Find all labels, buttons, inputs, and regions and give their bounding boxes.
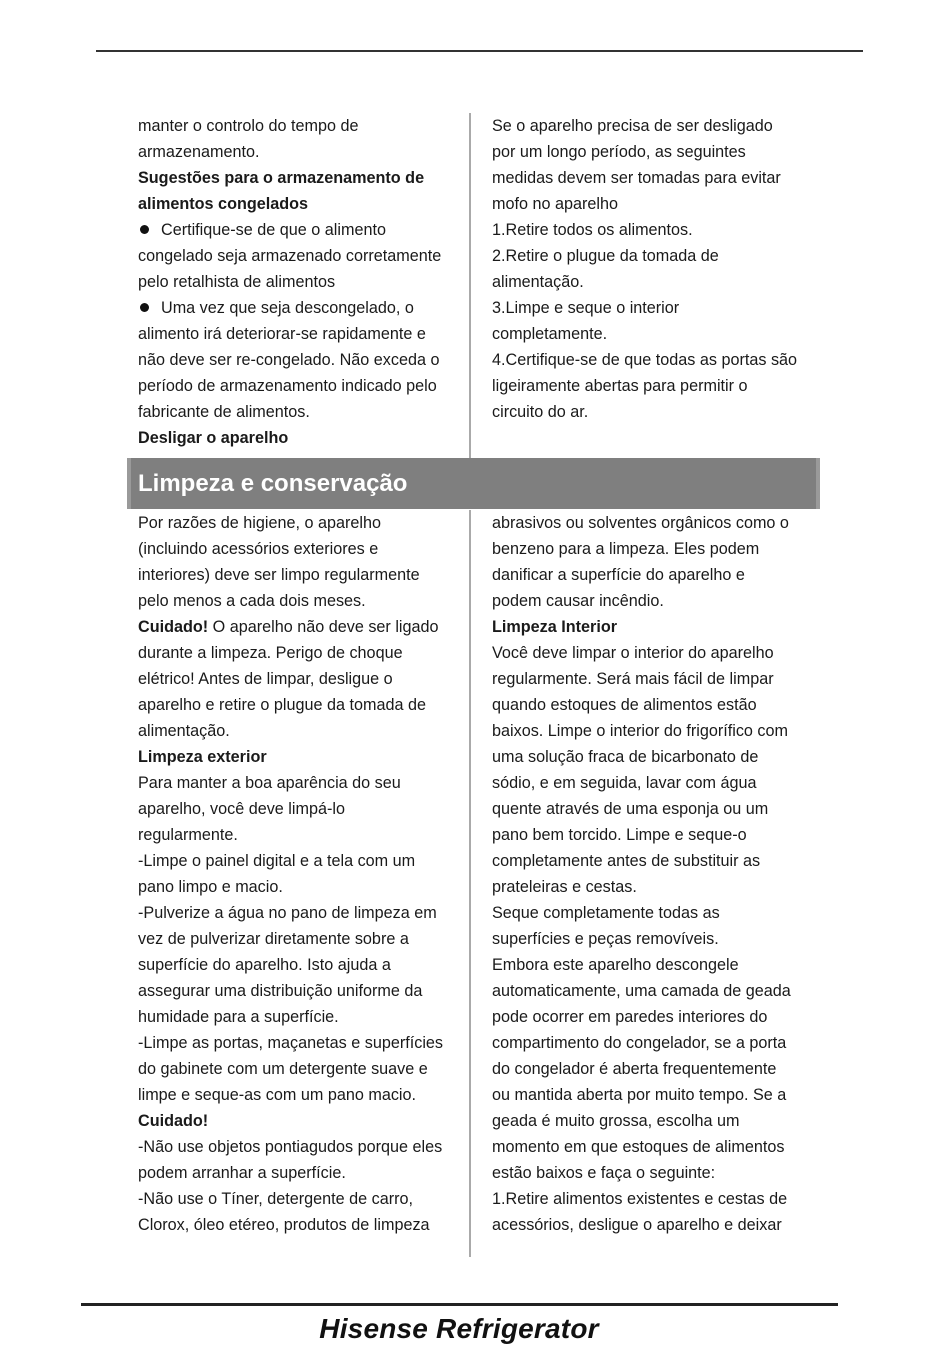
- text-line: [138, 1108, 468, 1134]
- line-text: medidas devem ser tomadas para evitar: [492, 169, 781, 187]
- text-line: [492, 347, 822, 373]
- text-line: [492, 217, 822, 243]
- bottom-right-column: [492, 510, 822, 1238]
- text-line: [492, 1082, 822, 1108]
- line-text: Seque completamente todas as: [492, 904, 720, 922]
- text-line: [492, 848, 822, 874]
- line-text: mofo no aparelho: [492, 195, 618, 213]
- text-line: [138, 425, 468, 451]
- text-line: [138, 796, 468, 822]
- header-rule: [96, 50, 863, 52]
- line-text: por um longo período, as seguintes: [492, 143, 746, 161]
- line-text: podem causar incêndio.: [492, 592, 664, 610]
- section-heading-bar: [127, 458, 820, 509]
- line-text: Limpeza exterior: [138, 748, 267, 766]
- bullet-icon: [140, 225, 149, 234]
- line-text: 3.Limpe e seque o interior: [492, 299, 680, 317]
- text-line: [492, 113, 822, 139]
- text-line: [138, 822, 468, 848]
- text-line: [492, 1030, 822, 1056]
- text-line: [492, 692, 822, 718]
- text-line: [492, 1186, 822, 1212]
- text-line: [492, 373, 822, 399]
- text-line: [492, 666, 822, 692]
- line-text: -Não use objetos pontiagudos porque eles: [138, 1138, 443, 1156]
- line-text: Se o aparelho precisa de ser desligado: [492, 117, 773, 135]
- text-line: [138, 692, 468, 718]
- text-line: [492, 900, 822, 926]
- text-line: [492, 1134, 822, 1160]
- line-text: do gabinete com um detergente suave e: [138, 1060, 428, 1078]
- text-line: [138, 770, 468, 796]
- line-text: superfície do aparelho. Isto ajuda a: [138, 956, 391, 974]
- line-text: vez de pulverizar diretamente sobre a: [138, 930, 409, 948]
- line-text: Você deve limpar o interior do aparelho: [492, 644, 774, 662]
- text-line: [492, 796, 822, 822]
- line-text: congelado seja armazenado corretamente: [138, 247, 442, 265]
- text-line: [492, 191, 822, 217]
- line-text: pode ocorrer em paredes interiores do: [492, 1008, 768, 1026]
- line-text: podem arranhar a superfície.: [138, 1164, 346, 1182]
- line-text: Por razões de higiene, o aparelho: [138, 514, 381, 532]
- section-heading: Limpeza e conservação: [138, 470, 408, 497]
- text-line: [492, 978, 822, 1004]
- text-line: [138, 744, 468, 770]
- text-line: [492, 770, 822, 796]
- line-text: Desligar o aparelho: [138, 429, 289, 447]
- text-line: [138, 139, 468, 165]
- text-line: [138, 373, 468, 399]
- line-text: pano bem torcido. Limpe e seque-o: [492, 826, 747, 844]
- text-line: [138, 1056, 468, 1082]
- text-line: [138, 536, 468, 562]
- line-text: fabricante de alimentos.: [138, 403, 310, 421]
- text-line: [492, 243, 822, 269]
- line-text: geada é muito grossa, escolha um: [492, 1112, 740, 1130]
- top-column-divider: [469, 113, 471, 458]
- line-text: 2.Retire o plugue da tomada de: [492, 247, 719, 265]
- line-text: armazenamento.: [138, 143, 260, 161]
- line-text: quente através de uma esponja ou um: [492, 800, 769, 818]
- text-line: [138, 952, 468, 978]
- line-text: compartimento do congelador, se a porta: [492, 1034, 787, 1052]
- text-line: [492, 321, 822, 347]
- text-line: [492, 399, 822, 425]
- text-line: [138, 1160, 468, 1186]
- line-text: alimentos congelados: [138, 195, 309, 213]
- line-text: pano limpo e macio.: [138, 878, 283, 896]
- text-line: [138, 978, 468, 1004]
- text-line: [138, 1082, 468, 1108]
- text-line: [492, 926, 822, 952]
- text-line: [492, 822, 822, 848]
- text-line: [138, 165, 468, 191]
- text-line: [492, 718, 822, 744]
- line-text: alimento irá deteriorar-se rapidamente e: [138, 325, 426, 343]
- line-text: ou mantida aberta por muito tempo. Se a: [492, 1086, 787, 1104]
- footer-brand: Hisense Refrigerator: [319, 1313, 599, 1344]
- line-text: 4.Certifique-se de que todas as portas são: [492, 351, 798, 369]
- line-text: alimentação.: [138, 722, 230, 740]
- line-text: limpe e seque-as com um pano macio.: [138, 1086, 417, 1104]
- text-line: [138, 640, 468, 666]
- text-line: [138, 1212, 468, 1238]
- text-line: [492, 295, 822, 321]
- line-text: humidade para a superfície.: [138, 1008, 339, 1026]
- text-line: [492, 536, 822, 562]
- line-text: completamente antes de substituir as: [492, 852, 761, 870]
- text-line: [138, 191, 468, 217]
- line-text: abrasivos ou solventes orgânicos como o: [492, 514, 789, 532]
- text-line: [138, 666, 468, 692]
- text-line: [492, 510, 822, 536]
- line-text: regularmente.: [138, 826, 238, 844]
- text-line: [492, 562, 822, 588]
- heading-bar-right-edge: [816, 458, 820, 509]
- line-text: Uma vez que seja descongelado, o: [161, 299, 414, 317]
- text-line: [138, 243, 468, 269]
- text-line: [492, 165, 822, 191]
- line-text: O aparelho não deve ser ligado: [208, 618, 439, 636]
- footer-rule: [81, 1303, 838, 1306]
- line-text: Para manter a boa aparência do seu: [138, 774, 401, 792]
- bottom-left-column: [138, 510, 468, 1238]
- text-line: [138, 1030, 468, 1056]
- line-text: assegurar uma distribuição uniforme da: [138, 982, 423, 1000]
- top-right-column: [492, 113, 822, 425]
- text-line: [492, 640, 822, 666]
- text-line: [492, 744, 822, 770]
- line-text: aparelho e retire o plugue da tomada de: [138, 696, 426, 714]
- line-text: automaticamente, uma camada de geada: [492, 982, 791, 1000]
- line-text: regularmente. Será mais fácil de limpar: [492, 670, 774, 688]
- line-text: Limpeza Interior: [492, 618, 618, 636]
- line-text: prateleiras e cestas.: [492, 878, 637, 896]
- text-line: [138, 113, 468, 139]
- line-text: superfícies e peças removíveis.: [492, 930, 719, 948]
- line-text: Certifique-se de que o alimento: [161, 221, 386, 239]
- text-line: [492, 139, 822, 165]
- text-line: [138, 874, 468, 900]
- warning-lead: Cuidado!: [138, 618, 209, 636]
- top-left-column: [138, 113, 468, 451]
- line-text: -Limpe o painel digital e a tela com um: [138, 852, 416, 870]
- line-text: pelo menos a cada dois meses.: [138, 592, 366, 610]
- line-text: -Não use o Tíner, detergente de carro,: [138, 1190, 414, 1208]
- bullet-icon: [140, 303, 149, 312]
- text-line: [138, 718, 468, 744]
- line-text: interiores) deve ser limpo regularmente: [138, 566, 420, 584]
- line-text: -Limpe as portas, maçanetas e superfícies: [138, 1034, 444, 1052]
- line-text: danificar a superfície do aparelho e: [492, 566, 745, 584]
- line-text: ligeiramente abertas para permitir o: [492, 377, 748, 395]
- text-line: [492, 952, 822, 978]
- text-line: [138, 848, 468, 874]
- text-line: [138, 295, 468, 321]
- text-line: [492, 1056, 822, 1082]
- line-text: aparelho, você deve limpá-lo: [138, 800, 345, 818]
- line-text: sódio, e em seguida, lavar com água: [492, 774, 757, 792]
- line-text: período de armazenamento indicado pelo: [138, 377, 437, 395]
- text-line: [138, 269, 468, 295]
- text-line: [138, 900, 468, 926]
- line-text: baixos. Limpe o interior do frigorífico com: [492, 722, 788, 740]
- text-line: [138, 1004, 468, 1030]
- line-text: 1.Retire alimentos existentes e cestas de: [492, 1190, 788, 1208]
- line-text: do congelador é aberta frequentemente: [492, 1060, 777, 1078]
- text-line: [492, 1160, 822, 1186]
- line-text: não deve ser re-congelado. Não exceda o: [138, 351, 440, 369]
- text-line: [138, 1134, 468, 1160]
- text-line: [492, 1004, 822, 1030]
- bottom-column-divider: [469, 510, 471, 1257]
- line-text: benzeno para a limpeza. Eles podem: [492, 540, 760, 558]
- line-text: pelo retalhista de alimentos: [138, 273, 336, 291]
- text-line: [138, 510, 468, 536]
- line-text: Sugestões para o armazenamento de: [138, 169, 425, 187]
- line-text: Cuidado!: [138, 1112, 209, 1130]
- line-text: momento em que estoques de alimentos: [492, 1138, 785, 1156]
- line-text: durante a limpeza. Perigo de choque: [138, 644, 403, 662]
- line-text: estão baixos e faça o seguinte:: [492, 1164, 716, 1182]
- line-text: manter o controlo do tempo de: [138, 117, 359, 135]
- line-text: Embora este aparelho descongele: [492, 956, 739, 974]
- text-line: [138, 321, 468, 347]
- line-text: 1.Retire todos os alimentos.: [492, 221, 693, 239]
- text-line: [138, 926, 468, 952]
- heading-bar-left-edge: [127, 458, 131, 509]
- text-line: [138, 347, 468, 373]
- text-line: [138, 399, 468, 425]
- text-line: [492, 1212, 822, 1238]
- line-text: quando estoques de alimentos estão: [492, 696, 757, 714]
- text-line: [492, 874, 822, 900]
- text-line: [138, 1186, 468, 1212]
- text-line: [138, 614, 468, 640]
- line-text: Clorox, óleo etéreo, produtos de limpeza: [138, 1216, 430, 1234]
- text-line: [492, 614, 822, 640]
- line-text: circuito do ar.: [492, 403, 589, 421]
- text-line: [138, 562, 468, 588]
- line-text: -Pulverize a água no pano de limpeza em: [138, 904, 437, 922]
- text-line: [138, 217, 468, 243]
- line-text: acessórios, desligue o aparelho e deixar: [492, 1216, 782, 1234]
- text-line: [138, 588, 468, 614]
- text-line: [492, 269, 822, 295]
- text-line: [492, 1108, 822, 1134]
- line-text: uma solução fraca de bicarbonato de: [492, 748, 759, 766]
- line-text: (incluindo acessórios exteriores e: [138, 540, 379, 558]
- line-text: completamente.: [492, 325, 608, 343]
- text-line: [492, 588, 822, 614]
- line-text: alimentação.: [492, 273, 584, 291]
- line-text: elétrico! Antes de limpar, desligue o: [138, 670, 393, 688]
